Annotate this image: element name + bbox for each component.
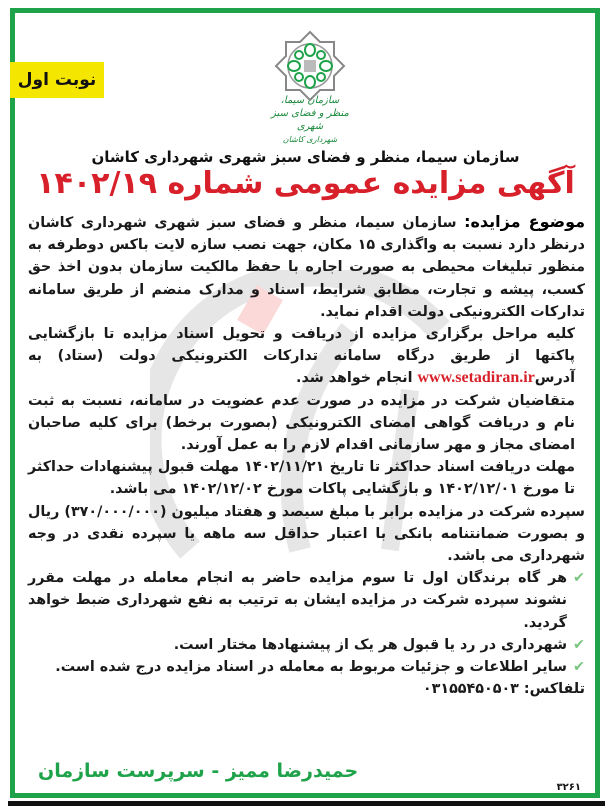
phone-line: تلفاکس: ۰۳۱۵۵۴۵۰۵۰۳	[422, 681, 585, 698]
list-item: ✔ شهرداری در رد یا قبول هر یک از پیشنهادها مختار است.	[28, 634, 585, 656]
notice-title: آگهی مزایده عمومی شماره ۱۴۰۲/۱۹	[36, 166, 575, 201]
deadline-paragraph: مهلت دریافت اسناد حداکثر تا تاریخ ۱۴۰۲/۱۱/۲۱ مهلت قبول پیشنهادات حداکثر تا مورخ ۱۴۰۲/۱۲/۰۱ و بازگشایی پاکات مورخ ۱۴۰۲/۱۲/۰۲ می باشد.	[28, 459, 576, 498]
check-icon: ✔	[573, 659, 585, 676]
notice-body	[28, 211, 585, 700]
signature: حمیدرضا ممیز - سرپرست سازمان	[38, 760, 359, 782]
phone-number: ۰۳۱۵۵۴۵۰۵۰۳	[422, 681, 519, 698]
subject-paragraph: موضوع مزایده: سازمان سیما، منظر و فضای سبز شهری شهرداری کاشان درنظر دارد نسبت به واگذاری ۱۵ مکان، جهت نصب سازه لایت باکس دوطرفه به منظور تبلیغات محیطی به صورت اجاره با حفظ مالکیت سازمان بدون اخذ حق کسب، پیشه و تجارت، مطابق شرایط، اسناد و مدارک منضم از طریق سامانه تدارکات الکترونیکی دولت اقدام نماید.	[28, 212, 586, 320]
list-item: ✔ هر گاه برندگان اول تا سوم مزایده حاضر به انجام معامله در مهلت مقرر نشوند سپرده شرکت در مزایده ایشان به ترتیب به نفع شهرداری ضبط خواهد گردید.	[28, 567, 585, 634]
divider	[8, 801, 605, 806]
subject-label: موضوع مزایده:	[464, 212, 586, 231]
logo-text: سازمان سیما، منظر و فضای سبز شهری شهرداری کاشان	[271, 95, 349, 144]
list-item: ✔ سایر اطلاعات و جزئیات مربوط به معامله در اسناد مزایده درج شده است.	[28, 656, 585, 678]
deposit-paragraph: سپرده شرکت در مزایده برابر با مبلغ سیصد و هفتاد میلیون (۳۷۰/۰۰۰/۰۰۰) ریال و بصورت ضمانتنامه بانکی با اعتبار حداقل سه ماهه یا سپرده نقدی در وجه شهرداری می باشد.	[28, 503, 585, 565]
check-icon: ✔	[573, 570, 585, 587]
ad-code: ۳۲۶۱	[556, 782, 581, 793]
stages-paragraph: کلیه مراحل برگزاری مزایده از دریافت و تحویل اسناد مزایده تا بازگشایی پاکتها از طریق درگاه سامانه تدارکات الکترونیکی دولت (ستاد) به آدرسwww.setadiran.ir انجام خواهد شد.	[28, 326, 575, 387]
setad-link[interactable]: www.setadiran.ir	[417, 369, 535, 387]
registration-paragraph: متقاضیان شرکت در مزایده در صورت عدم عضویت در سامانه، نسبت به ثبت نام و دریافت گواهی امضای الکترونیکی (بصورت برخط) برای کلیه صاحبان امضای مجاز و مهر سازمانی اقدام لازم را به عمل آورند.	[28, 392, 575, 454]
organization-name: سازمان سیما، منظر و فضای سبز شهری شهرداری کاشان	[91, 148, 520, 166]
first-round-badge: نوبت اول	[10, 62, 104, 98]
check-icon: ✔	[573, 636, 585, 653]
